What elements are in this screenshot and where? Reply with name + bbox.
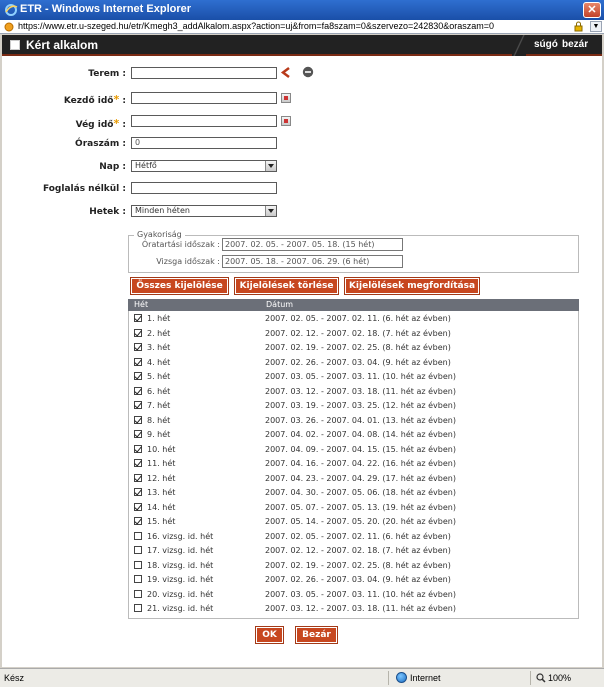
table-row (129, 472, 578, 487)
week-date-range: 2007. 03. 05. - 2007. 03. 11. (10. hét az évben) (265, 589, 456, 599)
week-date-range: 2007. 03. 26. - 2007. 04. 01. (13. hét az évben) (265, 415, 456, 425)
week-date-range: 2007. 05. 07. - 2007. 05. 13. (19. hét az évben) (265, 502, 456, 512)
week-label: 6. hét (147, 386, 171, 396)
week-checkbox[interactable] (134, 532, 142, 540)
week-checkbox[interactable] (134, 416, 142, 424)
week-label: 11. hét (147, 459, 176, 468)
hours-label: Óraszám : (75, 139, 126, 149)
week-label: 1. hét (147, 314, 171, 323)
hours-input[interactable]: 0 (131, 137, 277, 149)
table-row (129, 573, 578, 588)
status-text: Kész (4, 673, 25, 683)
week-date-range: 2007. 04. 16. - 2007. 04. 22. (16. hét az évben) (265, 459, 456, 468)
week-date-range: 2007. 05. 14. - 2007. 05. 20. (20. hét az évben) (265, 517, 456, 526)
room-pick-icon[interactable] (280, 67, 290, 78)
week-checkbox[interactable] (134, 474, 142, 482)
week-date-range: 2007. 04. 30. - 2007. 05. 06. (18. hét az évben) (265, 488, 456, 497)
week-label: 7. hét (147, 401, 171, 410)
week-label: 21. vizsg. id. hét (147, 604, 214, 613)
week-label: 2. hét (147, 328, 171, 338)
page-title: Kért alkalom (26, 38, 99, 52)
zoom-level[interactable]: 100% (548, 673, 572, 683)
end-time-input[interactable] (131, 115, 277, 127)
header-divider (512, 35, 526, 56)
start-time-input[interactable] (131, 92, 277, 104)
no-reservation-label: Foglalás nélkül : (42, 184, 126, 194)
day-label: Nap : (99, 162, 126, 172)
week-date-range: 2007. 02. 26. - 2007. 03. 04. (9. hét az évben) (265, 575, 451, 584)
window-titlebar (0, 0, 604, 20)
table-row (129, 588, 578, 603)
week-checkbox[interactable] (134, 372, 142, 380)
week-label: 4. hét (147, 357, 171, 367)
start-time-calendar-icon[interactable] (281, 93, 291, 103)
week-date-range: 2007. 04. 02. - 2007. 04. 08. (14. hét az évben) (265, 430, 456, 439)
ie-logo-icon (4, 3, 18, 17)
room-remove-icon[interactable] (302, 66, 314, 78)
chevron-down-icon[interactable] (265, 161, 276, 171)
week-label: 18. vizsg. id. hét (147, 560, 214, 570)
week-label: 19. vizsg. id. hét (147, 575, 214, 584)
week-checkbox[interactable] (134, 445, 142, 453)
weeks-label: Hetek : (89, 207, 126, 217)
week-checkbox[interactable] (134, 459, 142, 467)
week-label: 3. hét (147, 343, 171, 352)
week-label: 15. hét (147, 517, 176, 526)
week-date-range: 2007. 02. 19. - 2007. 02. 25. (8. hét az évben) (265, 343, 451, 352)
day-select-value: Hétfő (135, 161, 157, 170)
url-field[interactable]: https://www.etr.u-szeged.hu/etr/Kmegh3_addAlkalom.aspx?action=uj&from=fa8szam=0&szervezo=242830&oraszam=0 (18, 21, 495, 31)
end-time-label: Vég idő* : (75, 117, 126, 130)
close-link[interactable]: bezár (562, 39, 589, 50)
week-checkbox[interactable] (134, 604, 142, 612)
room-input[interactable] (131, 67, 277, 79)
table-row (129, 428, 578, 443)
table-row (129, 501, 578, 516)
week-label: 10. hét (147, 444, 176, 454)
table-row (129, 515, 578, 530)
no-reservation-input[interactable] (131, 182, 277, 194)
week-checkbox[interactable] (134, 314, 142, 322)
week-date-range: 2007. 03. 12. - 2007. 03. 18. (11. hét az évben) (265, 386, 456, 396)
lock-icon (573, 21, 584, 32)
page-header (2, 35, 602, 56)
end-time-calendar-icon[interactable] (281, 116, 291, 126)
invert-selection-button[interactable]: Kijelölések megfordítása (345, 278, 479, 294)
week-checkbox[interactable] (134, 401, 142, 409)
lecture-period-label: Óratartási időszak : (141, 240, 220, 249)
week-label: 20. vizsg. id. hét (147, 589, 214, 599)
week-checkbox[interactable] (134, 517, 142, 525)
weeks-table-header (128, 299, 579, 311)
week-checkbox[interactable] (134, 387, 142, 395)
room-label: Terem : (88, 69, 126, 79)
week-checkbox[interactable] (134, 430, 142, 438)
week-column-header: Hét (134, 300, 149, 309)
week-checkbox[interactable] (134, 329, 142, 337)
address-dropdown-icon[interactable]: ▼ (590, 21, 602, 32)
page-content (2, 35, 602, 667)
ok-button[interactable]: OK (256, 627, 283, 643)
week-checkbox[interactable] (134, 488, 142, 496)
weeks-select[interactable] (131, 205, 277, 217)
week-label: 13. hét (147, 488, 176, 497)
week-label: 14. hét (147, 502, 176, 512)
window-close-button[interactable]: ✕ (583, 2, 601, 18)
page-icon (4, 22, 14, 32)
table-row (129, 356, 578, 371)
table-row (129, 602, 578, 617)
table-row (129, 399, 578, 414)
status-bar (0, 668, 604, 687)
status-separator (388, 671, 389, 685)
week-checkbox[interactable] (134, 546, 142, 554)
table-row (129, 341, 578, 356)
week-checkbox[interactable] (134, 590, 142, 598)
week-date-range: 2007. 03. 19. - 2007. 03. 25. (12. hét az évben) (265, 401, 456, 410)
weeks-table (128, 311, 579, 619)
security-zone: Internet (410, 673, 441, 683)
table-row (129, 414, 578, 429)
close-button[interactable]: Bezár (296, 627, 337, 643)
table-row (129, 559, 578, 574)
help-link[interactable]: súgó (534, 39, 558, 50)
table-row (129, 544, 578, 559)
table-row (129, 370, 578, 385)
exam-period-value: 2007. 05. 18. - 2007. 06. 29. (6 hét) (222, 255, 403, 268)
frequency-legend: Gyakoriság (134, 230, 185, 239)
week-checkbox[interactable] (134, 575, 142, 583)
table-row (129, 486, 578, 501)
start-time-label: Kezdő idő* : (63, 93, 126, 106)
exam-period-label: Vizsga időszak : (156, 257, 220, 266)
table-row (129, 385, 578, 400)
table-row (129, 312, 578, 327)
week-label: 17. vizsg. id. hét (147, 546, 214, 555)
week-date-range: 2007. 04. 23. - 2007. 04. 29. (17. hét az évben) (265, 473, 456, 483)
week-date-range: 2007. 02. 05. - 2007. 02. 11. (6. hét az évben) (265, 314, 451, 323)
week-date-range: 2007. 02. 12. - 2007. 02. 18. (7. hét az évben) (265, 328, 451, 338)
week-checkbox[interactable] (134, 358, 142, 366)
table-row (129, 530, 578, 545)
status-separator (530, 671, 531, 685)
window-title: ETR - Windows Internet Explorer (20, 3, 192, 15)
week-label: 8. hét (147, 415, 171, 425)
weeks-select-value: Minden héten (135, 206, 190, 215)
week-label: 16. vizsg. id. hét (147, 531, 214, 541)
week-date-range: 2007. 03. 05. - 2007. 03. 11. (10. hét az évben) (265, 372, 456, 381)
week-date-range: 2007. 02. 19. - 2007. 02. 25. (8. hét az évben) (265, 560, 451, 570)
chevron-down-icon[interactable] (265, 206, 276, 216)
week-date-range: 2007. 02. 12. - 2007. 02. 18. (7. hét az évben) (265, 546, 451, 555)
select-all-button[interactable]: Összes kijelölése (131, 278, 228, 294)
table-row (129, 327, 578, 342)
week-label: 9. hét (147, 430, 171, 439)
week-date-range: 2007. 02. 26. - 2007. 03. 04. (9. hét az évben) (265, 357, 451, 367)
day-select[interactable] (131, 160, 277, 172)
week-date-range: 2007. 04. 09. - 2007. 04. 15. (15. hét az évben) (265, 444, 456, 454)
clear-selection-button[interactable]: Kijelölések törlése (235, 278, 338, 294)
lecture-period-value: 2007. 02. 05. - 2007. 05. 18. (15 hét) (222, 238, 403, 251)
zoom-icon[interactable] (536, 673, 546, 683)
table-row (129, 457, 578, 472)
week-label: 5. hét (147, 372, 171, 381)
week-checkbox[interactable] (134, 503, 142, 511)
table-row (129, 443, 578, 458)
week-checkbox[interactable] (134, 343, 142, 351)
week-checkbox[interactable] (134, 561, 142, 569)
week-date-range: 2007. 02. 05. - 2007. 02. 11. (6. hét az évben) (265, 531, 451, 541)
week-label: 12. hét (147, 473, 176, 483)
address-bar (0, 20, 604, 34)
globe-icon (396, 672, 407, 683)
date-column-header: Dátum (266, 300, 294, 309)
header-square-icon (10, 40, 20, 50)
week-date-range: 2007. 03. 12. - 2007. 03. 18. (11. hét az évben) (265, 604, 456, 613)
